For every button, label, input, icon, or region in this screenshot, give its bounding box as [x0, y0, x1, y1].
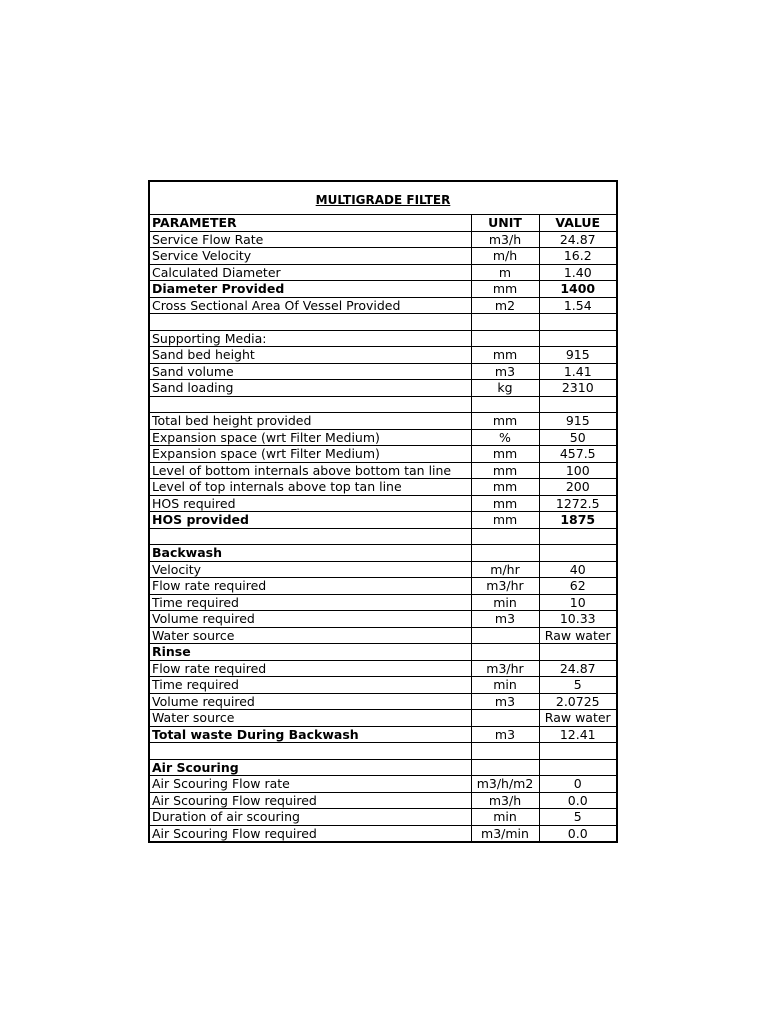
- table-row: [150, 759, 616, 776]
- unit-cell: mm: [471, 495, 539, 512]
- parameter-cell: Sand volume: [150, 363, 471, 380]
- parameter-cell: Air Scouring Flow required: [150, 792, 471, 809]
- table-row: [150, 693, 616, 710]
- unit-cell: m: [471, 264, 539, 281]
- parameter-cell: [150, 396, 471, 413]
- parameter-cell: Cross Sectional Area Of Vessel Provided: [150, 297, 471, 314]
- value-cell: 1.54: [539, 297, 616, 314]
- table-row: [150, 512, 616, 529]
- parameter-cell: Volume required: [150, 611, 471, 628]
- table-row: [150, 743, 616, 760]
- parameter-cell: Calculated Diameter: [150, 264, 471, 281]
- value-cell: 62: [539, 578, 616, 595]
- value-cell: 24.87: [539, 231, 616, 248]
- value-cell: 1.41: [539, 363, 616, 380]
- table-row: [150, 677, 616, 694]
- unit-cell: m3/min: [471, 825, 539, 841]
- table-row: [150, 578, 616, 595]
- value-cell: 40: [539, 561, 616, 578]
- parameter-cell: Flow rate required: [150, 578, 471, 595]
- table-header-row: [150, 215, 616, 231]
- unit-cell: m3: [471, 726, 539, 743]
- unit-cell: min: [471, 677, 539, 694]
- value-cell: [539, 743, 616, 760]
- table-row: [150, 495, 616, 512]
- parameter-cell: Expansion space (wrt Filter Medium): [150, 429, 471, 446]
- parameter-cell: Total bed height provided: [150, 413, 471, 430]
- table-row: [150, 297, 616, 314]
- value-cell: [539, 396, 616, 413]
- table-row: [150, 611, 616, 628]
- filter-spec-sheet: [148, 180, 618, 843]
- parameter-cell: Sand loading: [150, 380, 471, 397]
- parameter-cell: HOS required: [150, 495, 471, 512]
- value-cell: VALUE: [539, 215, 616, 231]
- value-cell: 1875: [539, 512, 616, 529]
- table-row: [150, 627, 616, 644]
- parameter-cell: PARAMETER: [150, 215, 471, 231]
- unit-cell: m3: [471, 611, 539, 628]
- parameter-cell: Water source: [150, 627, 471, 644]
- parameter-cell: Air Scouring Flow rate: [150, 776, 471, 793]
- value-cell: [539, 545, 616, 562]
- parameter-cell: Level of bottom internals above bottom tan line: [150, 462, 471, 479]
- parameter-cell: [150, 528, 471, 545]
- unit-cell: mm: [471, 281, 539, 298]
- unit-cell: [471, 743, 539, 760]
- parameter-cell: Total waste During Backwash: [150, 726, 471, 743]
- unit-cell: m3: [471, 363, 539, 380]
- value-cell: 1272.5: [539, 495, 616, 512]
- value-cell: 915: [539, 413, 616, 430]
- value-cell: 2.0725: [539, 693, 616, 710]
- parameter-cell: [150, 743, 471, 760]
- value-cell: Raw water: [539, 710, 616, 727]
- value-cell: 5: [539, 677, 616, 694]
- value-cell: 12.41: [539, 726, 616, 743]
- unit-cell: UNIT: [471, 215, 539, 231]
- unit-cell: m/h: [471, 248, 539, 265]
- table-row: [150, 792, 616, 809]
- unit-cell: mm: [471, 512, 539, 529]
- value-cell: 16.2: [539, 248, 616, 265]
- parameter-cell: Service Velocity: [150, 248, 471, 265]
- value-cell: [539, 314, 616, 331]
- value-cell: 24.87: [539, 660, 616, 677]
- table-row: [150, 644, 616, 661]
- value-cell: 2310: [539, 380, 616, 397]
- table-row: [150, 281, 616, 298]
- unit-cell: m3/h/m2: [471, 776, 539, 793]
- table-row: [150, 710, 616, 727]
- unit-cell: [471, 545, 539, 562]
- parameter-cell: Service Flow Rate: [150, 231, 471, 248]
- table-row: [150, 330, 616, 347]
- value-cell: 1.40: [539, 264, 616, 281]
- parameter-cell: Rinse: [150, 644, 471, 661]
- unit-cell: [471, 314, 539, 331]
- parameter-cell: Time required: [150, 677, 471, 694]
- parameter-cell: HOS provided: [150, 512, 471, 529]
- parameter-cell: Volume required: [150, 693, 471, 710]
- sheet-title: MULTIGRADE FILTER: [315, 193, 451, 207]
- value-cell: 0.0: [539, 792, 616, 809]
- unit-cell: m2: [471, 297, 539, 314]
- unit-cell: min: [471, 594, 539, 611]
- unit-cell: [471, 644, 539, 661]
- value-cell: 1400: [539, 281, 616, 298]
- parameter-cell: Flow rate required: [150, 660, 471, 677]
- table-row: [150, 561, 616, 578]
- unit-cell: m3: [471, 693, 539, 710]
- value-cell: [539, 528, 616, 545]
- unit-cell: [471, 528, 539, 545]
- table-row: [150, 545, 616, 562]
- table-row: [150, 396, 616, 413]
- parameter-cell: Level of top internals above top tan line: [150, 479, 471, 496]
- parameter-cell: Expansion space (wrt Filter Medium): [150, 446, 471, 463]
- unit-cell: mm: [471, 462, 539, 479]
- table-row: [150, 776, 616, 793]
- value-cell: 10: [539, 594, 616, 611]
- table-row: [150, 594, 616, 611]
- unit-cell: mm: [471, 446, 539, 463]
- table-row: [150, 726, 616, 743]
- parameter-cell: Duration of air scouring: [150, 809, 471, 826]
- parameter-cell: Backwash: [150, 545, 471, 562]
- unit-cell: m/hr: [471, 561, 539, 578]
- parameter-cell: Diameter Provided: [150, 281, 471, 298]
- value-cell: 457.5: [539, 446, 616, 463]
- unit-cell: %: [471, 429, 539, 446]
- table-row: [150, 446, 616, 463]
- parameter-cell: Air Scouring: [150, 759, 471, 776]
- unit-cell: [471, 396, 539, 413]
- table-row: [150, 380, 616, 397]
- table-row: [150, 660, 616, 677]
- table-row: [150, 347, 616, 364]
- table-row: [150, 825, 616, 841]
- table-row: [150, 413, 616, 430]
- parameter-cell: Time required: [150, 594, 471, 611]
- parameter-cell: Velocity: [150, 561, 471, 578]
- table-row: [150, 528, 616, 545]
- table-row: [150, 462, 616, 479]
- parameter-cell: Water source: [150, 710, 471, 727]
- parameter-cell: Supporting Media:: [150, 330, 471, 347]
- parameter-cell: [150, 314, 471, 331]
- unit-cell: min: [471, 809, 539, 826]
- value-cell: 10.33: [539, 611, 616, 628]
- unit-cell: [471, 710, 539, 727]
- unit-cell: mm: [471, 347, 539, 364]
- unit-cell: m3/h: [471, 231, 539, 248]
- unit-cell: m3/hr: [471, 660, 539, 677]
- table-row: [150, 231, 616, 248]
- value-cell: 0: [539, 776, 616, 793]
- unit-cell: [471, 330, 539, 347]
- value-cell: [539, 759, 616, 776]
- value-cell: 915: [539, 347, 616, 364]
- parameter-table-body: [150, 215, 616, 841]
- table-row: [150, 429, 616, 446]
- value-cell: 0.0: [539, 825, 616, 841]
- sheet-title-row: [150, 182, 616, 215]
- value-cell: [539, 644, 616, 661]
- unit-cell: [471, 759, 539, 776]
- value-cell: Raw water: [539, 627, 616, 644]
- table-row: [150, 314, 616, 331]
- value-cell: 50: [539, 429, 616, 446]
- table-row: [150, 809, 616, 826]
- parameter-table: [150, 215, 616, 841]
- table-row: [150, 248, 616, 265]
- unit-cell: kg: [471, 380, 539, 397]
- parameter-cell: Air Scouring Flow required: [152, 825, 317, 841]
- unit-cell: m3/h: [471, 792, 539, 809]
- value-cell: 200: [539, 479, 616, 496]
- value-cell: 100: [539, 462, 616, 479]
- table-row: [150, 264, 616, 281]
- parameter-cell: Sand bed height: [150, 347, 471, 364]
- unit-cell: m3/hr: [471, 578, 539, 595]
- unit-cell: mm: [471, 413, 539, 430]
- table-row: [150, 479, 616, 496]
- unit-cell: [471, 627, 539, 644]
- unit-cell: mm: [471, 479, 539, 496]
- value-cell: 5: [539, 809, 616, 826]
- value-cell: [539, 330, 616, 347]
- table-row: [150, 363, 616, 380]
